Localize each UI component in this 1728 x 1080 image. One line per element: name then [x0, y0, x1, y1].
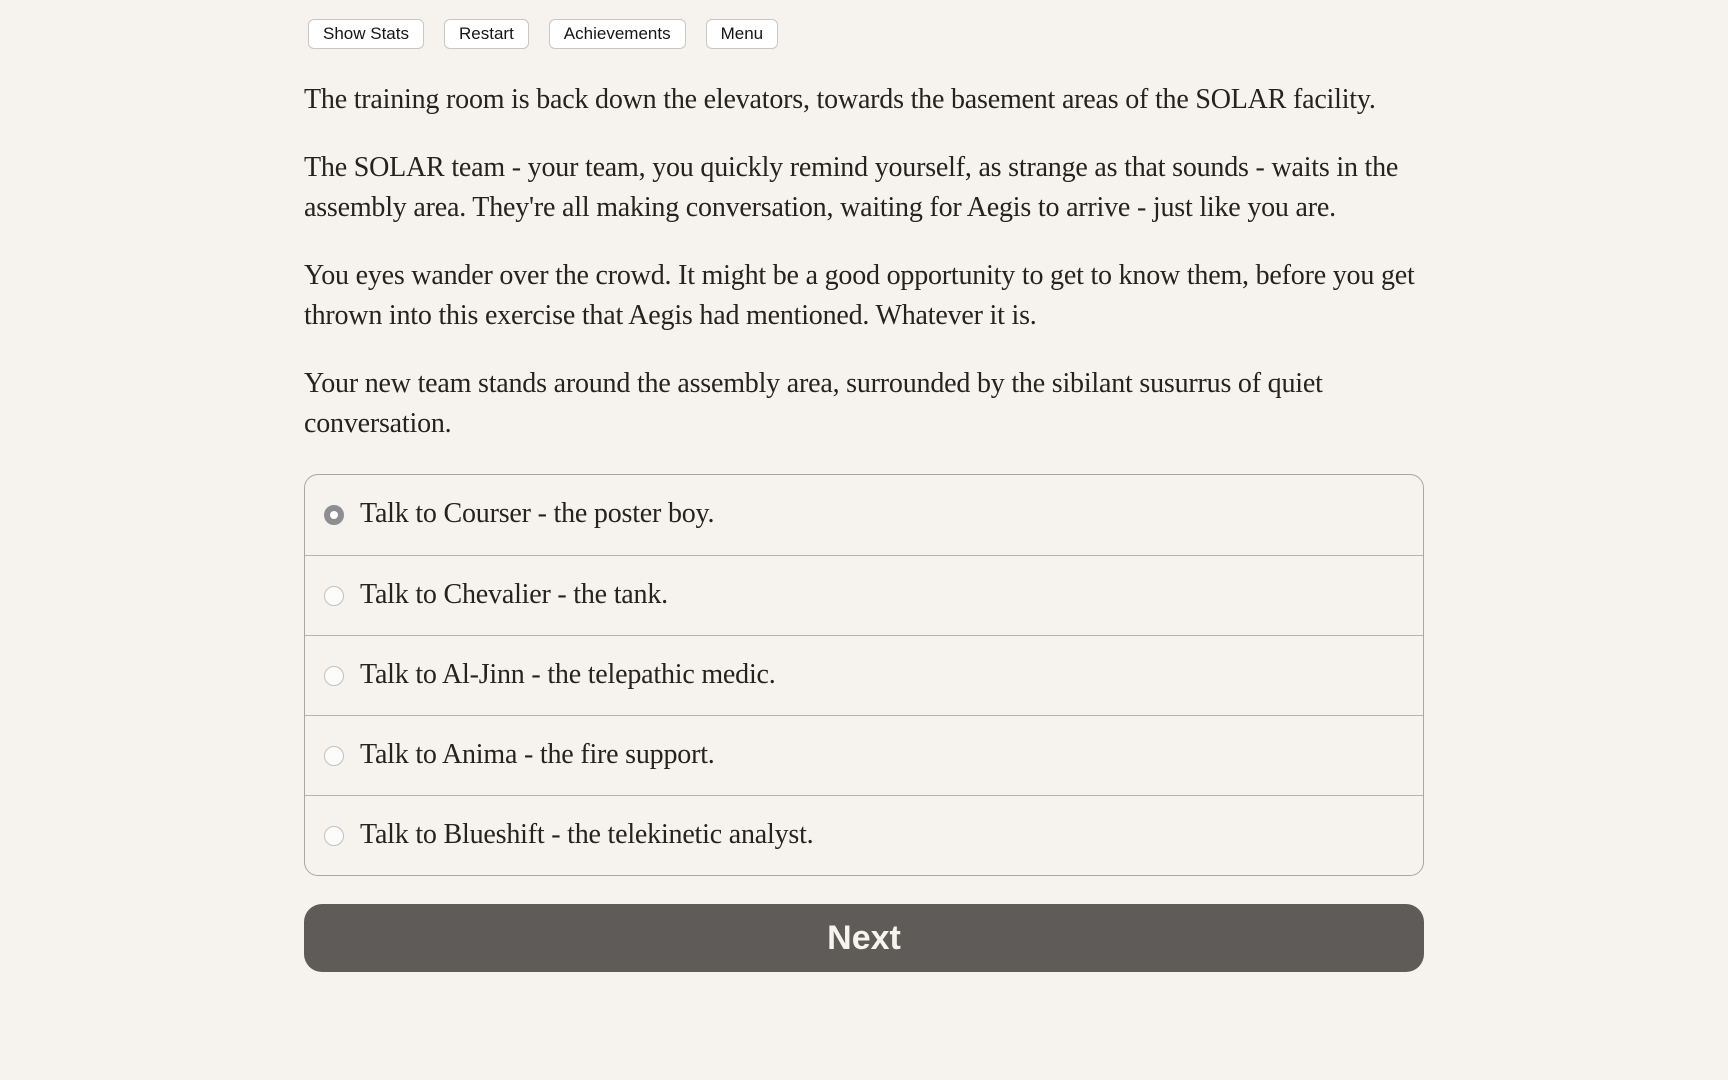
choice-option-anima[interactable]	[305, 715, 1423, 795]
choice-option-label: Talk to Courser - the poster boy.	[360, 498, 715, 529]
radio-dot	[330, 511, 338, 519]
story-text	[304, 80, 1424, 444]
choice-option-label: Talk to Al-Jinn - the telepathic medic.	[360, 658, 776, 690]
choice-option-chevalier[interactable]	[305, 555, 1423, 635]
show-stats-button[interactable]: Show Stats	[308, 19, 424, 49]
story-paragraph: Your new team stands around the assembly area, surrounded by the sibilant susurrus of quiet conversation.	[304, 368, 1323, 439]
radio-button-icon[interactable]	[324, 586, 344, 606]
story-paragraph: The SOLAR team - your team, you quickly remind yourself, as strange as that sounds - waits in the assembly area. They're all making conversation, waiting for Aegis to arrive - just like you are.	[304, 152, 1399, 223]
choice-list	[304, 474, 1424, 876]
radio-button-icon[interactable]	[324, 826, 344, 846]
choice-option-label: Talk to Anima - the fire support.	[360, 738, 715, 770]
choice-option-courser[interactable]	[305, 475, 1423, 555]
radio-button-icon[interactable]	[324, 666, 344, 686]
choice-option-label: Talk to Blueshift - the telekinetic analyst.	[360, 818, 814, 850]
menu-button[interactable]: Menu	[706, 19, 779, 49]
story-paragraph: You eyes wander over the crowd. It might be a good opportunity to get to know them, before you get thrown into this exercise that Aegis had mentioned. Whatever it is.	[304, 260, 1415, 331]
choice-option-label: Talk to Chevalier - the tank.	[360, 578, 668, 610]
achievements-button[interactable]: Achievements	[549, 19, 686, 49]
radio-button-icon[interactable]	[324, 746, 344, 766]
toolbar	[304, 19, 1424, 49]
restart-button[interactable]: Restart	[444, 19, 529, 49]
radio-button-icon[interactable]	[324, 505, 344, 525]
game-page	[304, 0, 1424, 972]
story-paragraph: The training room is back down the elevators, towards the basement areas of the SOLAR facility.	[304, 84, 1376, 115]
choice-option-blueshift[interactable]	[305, 795, 1423, 875]
next-button[interactable]: Next	[304, 904, 1424, 972]
choice-option-al-jinn[interactable]	[305, 635, 1423, 715]
